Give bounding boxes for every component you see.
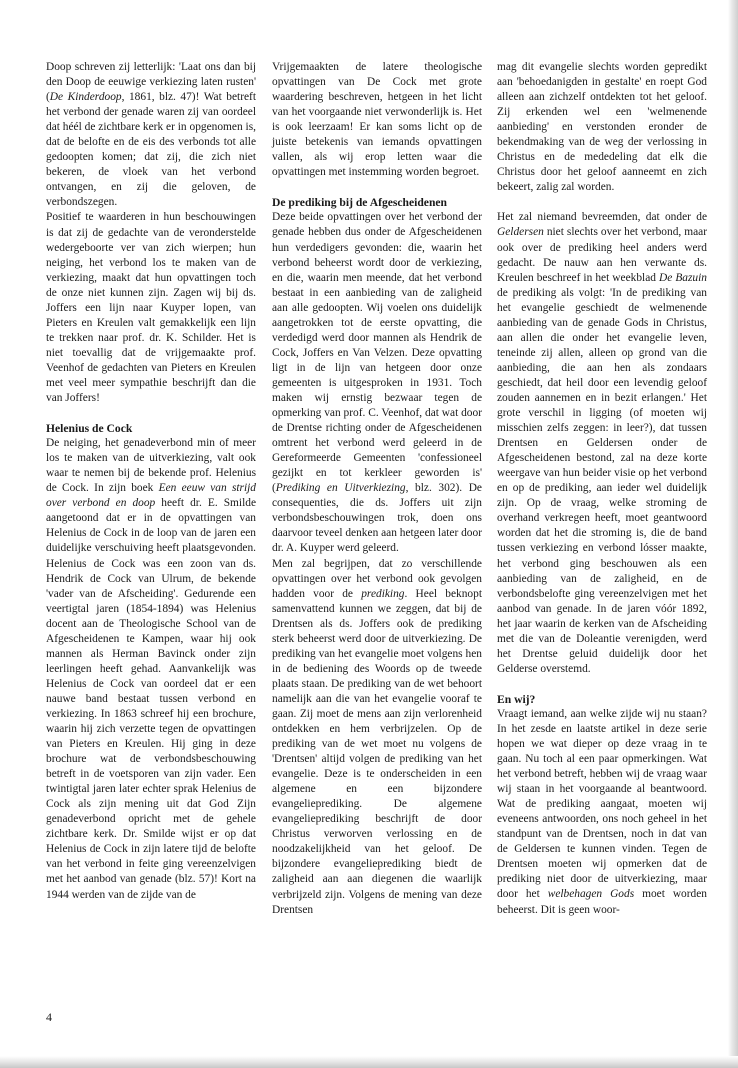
book-title: Prediking en Uitverkiezing: [275, 482, 406, 495]
paragraph: Het zal niemand bevreemden, dat onder de Geldersen niet slechts over het verbond, maar ook over de prediking heel anders werd gedacht. De nauw aan hen verwante ds. Kreulen beschreef in het weekblad De Bazuin de prediking als volgt: 'In de prediking van het evangelie geschiedt de welmenende aanbieding van de genade Gods in Christus, aan allen die onder het evangelie leven, teneinde zij allen, alleen op grond van die aanbieding, die aan hen als zondaars geschiedt, dat heil door een levendig geloof zouden aannemen en in bezit erlangen.' Het grote verschil in ligging (of moeten wij misschien zelfs zeggen: in leer?), dat tussen Drentsen en Geldersen onder de Afgescheidenen bestond, zal na deze korte weergave van hun beider visie op het verbond en op de prediking, aan ieder wel duidelijk zijn. Op de vraag, welke stroming de overhand verkregen heeft, moet geantwoord worden dat het die stroming is, die de band tussen verkiezing en verbond lósser maakte, het verbond ging beschouwen als een aanbieding van de zaligheid, en de verbondsbelofte ging vereenzelvigen met het aanbod van genade. In de jaren vóór 1892, het jaar waarin de kerken van de Afscheiding met die van de Doleantie verenigden, werd het Drentse geluid duidelijk door het Gelderse overstemd.: [497, 211, 707, 675]
paragraph: Doop schreven zij letterlijk: 'Laat ons dan bij den Doop de eeuwige verkiezing laten rusten' (De Kinderdoop, 1861, blz. 47)! Wat betreft het verbond der genade waren zij van oordeel dat héél de zichtbare kerk er in opgenomen is, dat de belofte en de eis des verbonds tot alle gedoopten komen; dat zij, die zich niet bekeren, de vloek van het verbond ontvangen, en zij die geloven, de verbondszegen.: [46, 61, 256, 209]
book-title: De Kinderdoop: [49, 91, 122, 104]
column-1: [46, 60, 256, 903]
paragraph: Vraagt iemand, aan welke zijde wij nu staan? In het zesde en laatste artikel in deze serie hopen we wat dieper op deze vraag in te gaan. Nu toch al een paar opmerkingen. Wat het verbond betreft, hebben wij de vraag waar wij staan in het voorgaande al beantwoord. Wat de prediking aangaat, moeten wij eveneens antwoorden, ons noch geheel in het standpunt van de Drentsen, noch in dat van de Geldersen te kunnen vinden. Tegen de Drentsen moeten wij opmerken dat de prediking niet door de uitverkiezing, maar door het welbehagen Gods moet worden beheerst. Dit is geen woor-: [497, 707, 707, 916]
emphasis: prediking: [361, 587, 405, 600]
book-title: Een eeuw van strijd over verbond en doop: [46, 482, 256, 510]
paragraph: mag dit evangelie slechts worden gepredikt aan 'behoedanigden in gestalte' en roept God alleen aan zichzelf ontdekten tot het geloof. Zij erkenden wel een 'welmenende aanbieding' en verstonden eronder de bekendmaking van de weg der verlossing in Christus en de mededeling dat elk die Christus door het geloof aanneemt en zich bekeert, zalig zal worden.: [497, 61, 707, 194]
paragraph: Positief te waarderen in hun beschouwingen is dat zij de gedachte van de veronderstelde wedergeboorte ver van zich wierpen; hun neiging, het verbond los te maken van de verkiezing, maakt dat hun opvattingen toch de onze niet kunnen zijn. Zagen wij bij ds. Joffers een lijn naar Kuyper lopen, van Pieters en Kreulen valt gemakkelijk een lijn te trekken naar prof. dr. K. Schilder. Het is niet toevallig dat de vrijgemaakte prof. Veenhof de gedachten van Pieters en Kreulen met veel meer sympathie beschrijft dan die van Joffers!: [46, 211, 256, 405]
section-heading: En wij?: [497, 692, 536, 706]
periodical-title: De Bazuin: [659, 271, 707, 284]
column-2: [272, 60, 482, 918]
column-3: [497, 60, 707, 918]
paragraph: Deze beide opvattingen over het verbond der genade hebben dus onder de Afgescheidenen hun verdedigers gevonden: die, waarin het verbond beheerst wordt door de verkiezing, en die, waarin men meende, dat het verbond bestaat in een aanbieding van de zaligheid aan alle gedoopten. Wij voelen ons duidelijk aangetrokken tot de eerste opvatting, die verdedigd werd door mannen als Hendrik de Cock, Joffers en Van Velzen. Deze opvatting ligt in de lijn van hetgeen door onze gemeenten is uitgesproken in 1931. Toch maken wij ernstig bezwaar tegen de opmerking van prof. C. Veenhof, dat wat door de Drentse richting onder de Afgescheidenen omtrent het verbond werd geleerd in de Gereformeerde Gemeenten 'confessioneel gezijkt en tot kerkleer geworden is' (Prediking en Uitverkiezing, blz. 302). De consequenties, die ds. Joffers uit zijn verbondsbeschouwingen trok, doen ons daarvoor teveel denken aan hetgeen later door dr. A. Kuyper werd geleerd.: [272, 211, 482, 555]
emphasis: Geldersen: [497, 226, 544, 239]
paragraph: Men zal begrijpen, dat zo verschillende opvattingen over het verbond ook gevolgen hadden voor de prediking. Heel beknopt samenvattend kunnen we zeggen, dat bij de Drentsen als ds. Joffers ook de prediking sterk beheerst werd door de uitverkiezing. De prediking van het evangelie moet volgens hen in de bediening des Woords op de tweede plaats staan. De prediking van de wet behoort namelijk aan die van het evangelie vooraf te gaan. Zij moet de mens aan zijn verlorenheid ontdekken en hem verbrijzelen. Op de prediking van de wet moet nu volgens de 'Drentsen' altijd volgen de prediking van het evangelie. Deze is te onderscheiden in een algemene en een bijzondere evangelieprediking. De algemene evangelieprediking beschrijft de door Christus verworven verlossing en de noodzakelijkheid van het geloof. De bijzondere evangelieprediking biedt de zaligheid aan aan diegenen die waarlijk verbrijzeld zijn. Volgens de mening van deze Drentsen: [272, 557, 482, 916]
section-heading: De prediking bij de Afgescheidenen: [272, 196, 447, 210]
section-heading: Helenius de Cock: [46, 422, 133, 436]
page-number: 4: [46, 1010, 52, 1024]
paragraph: Vrijgemaakten de latere theologische opvattingen van De Cock met grote waardering beschreven, hetgeen in het licht van het voorgaande niet verwonderlijk is. Het is ook leerzaam! Er kan soms licht op de juiste betekenis van iemands opvattingen vallen, als wij erop letten waar die opvattingen met instemming worden begroet.: [272, 61, 482, 179]
page-edge-shadow: [728, 0, 738, 1068]
page-edge-shadow: [0, 1056, 738, 1068]
emphasis: welbehagen Gods: [547, 888, 635, 901]
paragraph: De neiging, het genadeverbond min of meer los te maken van de uitverkiezing, valt ook waar te nemen bij de bekende prof. Helenius de Cock. In zijn boek Een eeuw van strijd over verbond en doop heeft dr. E. Smilde aangetoond dat er in de opvattingen van Helenius de Cock in de loop van de jaren een duidelijke verschuiving heeft plaatsgevonden. Helenius de Cock was een zoon van ds. Hendrik de Cock van Ulrum, de bekende 'vader van de Afscheiding'. Gedurende een veertigtal jaren (1854-1894) was Helenius docent aan de Theologische School van de Afgescheidenen te Kampen, waar hij ook mannen als Herman Bavinck onder zijn leerlingen heeft gehad. Aanvankelijk was Helenius de Cock van oordeel dat er een nauwe band bestaat tussen verbond en verkiezing. In 1863 schreef hij een brochure, waarin hij zich verzette tegen de opvattingen van Pieters en Kreulen. Hij ging in deze brochure wat de verbondsbeschouwing betreft in de voetsporen van zijn vader. Een twintigtal jaren later echter sprak Helenius de Cock als zijn mening uit dat God Zijn genadeverbond opricht met de gehele zichtbare kerk. Dr. Smilde wijst er op dat Helenius de Cock in zijn latere tijd de belofte van het verbond in feite ging vereenzelvigen met het aanbod van genade (blz. 57)! Kort na 1944 werden van de zijde van de: [46, 437, 256, 901]
